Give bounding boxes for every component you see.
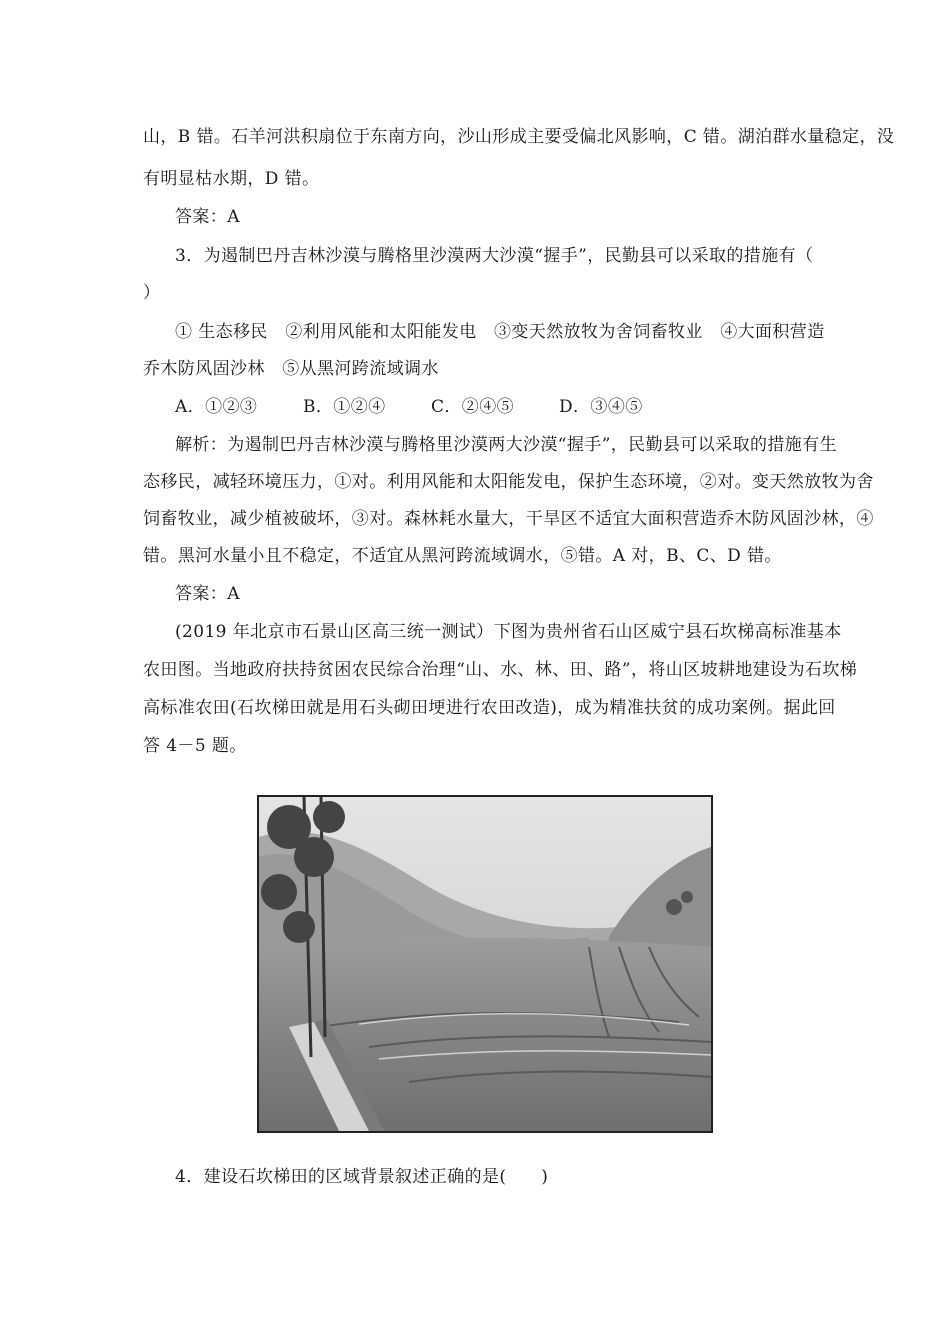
question-3-paren: ）	[143, 283, 161, 303]
option-d: D．③④⑤	[559, 397, 643, 417]
text-line: 有明显枯水期，D 错。	[143, 169, 320, 189]
material-line: (2019 年北京市石景山区高三统一测试）下图为贵州省石山区威宁县石坎梯高标准基本	[175, 622, 842, 642]
material-line: 农田图。当地政府扶持贫困农民综合治理“山、水、林、田、路”，将山区坡耕地建设为石坎梯	[143, 660, 858, 680]
question-4-stem: 4．建设石坎梯田的区域背景叙述正确的是( )	[175, 1167, 549, 1187]
analysis-line: 错。黑河水量小且不稳定，不适宜从黑河跨流域调水，⑤错。A 对，B、C、D 错。	[143, 546, 782, 566]
analysis-line: 饲畜牧业，减少植被破坏，③对。森林耗水量大，干旱区不适宜大面积营造乔木防风固沙林，④	[143, 509, 874, 529]
material-line: 高标准农田(石坎梯田就是用石头砌田埂进行农田改造)，成为精准扶贫的成功案例。据此回	[143, 698, 836, 718]
question-3-items: ① 生态移民 ②利用风能和太阳能发电 ③变天然放牧为舍饲畜牧业 ④大面积营造	[175, 322, 825, 342]
option-a: A．①②③	[175, 397, 258, 417]
terraced-farmland-photo	[257, 795, 713, 1133]
answer-line: 答案：A	[175, 584, 240, 604]
option-c: C．②④⑤	[431, 397, 515, 417]
analysis-line: 解析：为遏制巴丹吉林沙漠与腾格里沙漠两大沙漠“握手”，民勤县可以采取的措施有生	[175, 435, 837, 455]
analysis-line: 态移民，减轻环境压力，①对。利用风能和太阳能发电，保护生态环境，②对。变天然放牧为舍	[143, 472, 874, 492]
question-3-options	[175, 396, 643, 418]
material-line: 答 4－5 题。	[143, 736, 247, 756]
text-line: 山，B 错。石羊河洪积扇位于东南方向，沙山形成主要受偏北风影响，C 错。湖泊群水量稳定，没	[143, 127, 895, 147]
answer-line: 答案：A	[175, 207, 240, 227]
option-b: B．①②④	[303, 397, 386, 417]
question-3-items-cont: 乔木防风固沙林 ⑤从黑河跨流域调水	[143, 359, 439, 379]
question-3-stem: 3．为遏制巴丹吉林沙漠与腾格里沙漠两大沙漠“握手”，民勤县可以采取的措施有（	[175, 246, 814, 266]
